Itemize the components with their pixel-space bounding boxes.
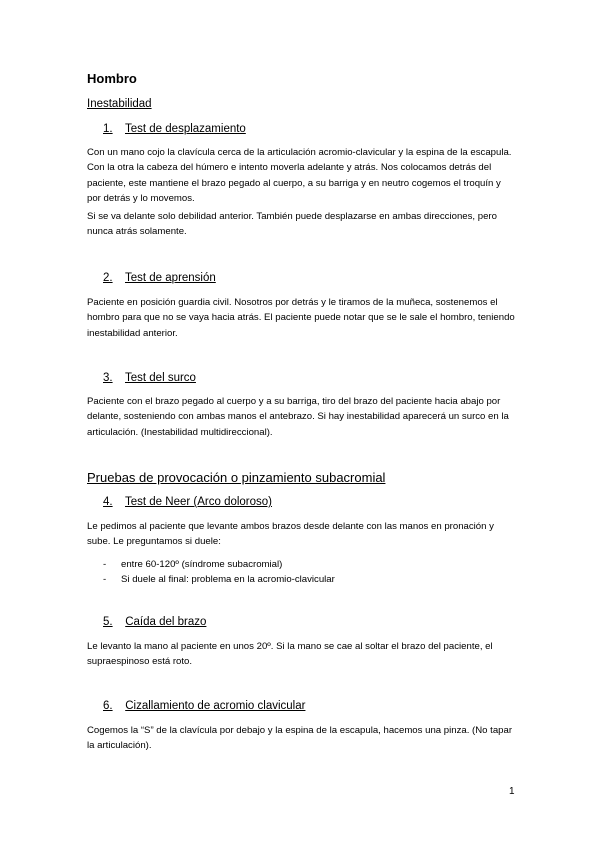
section-heading-1 — [103, 123, 246, 135]
section-heading-provocacion: Pruebas de provocación o pinzamiento subacromial — [87, 470, 386, 485]
section-number: 5. — [103, 616, 113, 628]
paragraph: Con un mano cojo la clavícula cerca de la articulación acromio-clavicular y la espina de la escapula. Con la otra la cabeza del húmero e intento moverla adelante y atrás. Nos colocamos detrás del paciente, este mantiene el brazo pegado al cuerpo, a su barriga y en neutro cogemos el troquín y por detrás y lo movemos. — [87, 147, 512, 205]
section-label: Test del surco — [125, 372, 196, 384]
bullet-text: entre 60-120º (síndrome subacromial) — [121, 559, 283, 570]
subtitle-inestabilidad: Inestabilidad — [87, 98, 152, 110]
section-number: 2. — [103, 272, 113, 284]
paragraph: Le levanto la mano al paciente en unos 20º. Si la mano se cae al soltar el brazo del paciente, el supraespinoso está roto. — [87, 641, 493, 668]
section-label: Cizallamiento de acromio clavicular — [125, 700, 306, 712]
section-number: 3. — [103, 372, 113, 384]
section-number: 1. — [103, 123, 113, 135]
paragraph: Paciente con el brazo pegado al cuerpo y a su barriga, tiro del brazo del paciente hacia abajo por delante, sosteniendo con ambas manos el antebrazo. Si hay inestabilidad aparecerá un surco en la articulación. (Inestabilidad multidireccional). — [87, 396, 509, 438]
page-title: Hombro — [87, 71, 137, 86]
bullet-dash: - — [103, 574, 107, 585]
section-heading-3 — [103, 372, 196, 384]
section-label: Test de aprensión — [125, 272, 216, 284]
bullet-item — [103, 557, 282, 572]
section-label: Caída del brazo — [125, 616, 207, 628]
section-label: Test de desplazamiento — [125, 123, 246, 135]
section-label: Test de Neer (Arco doloroso) — [125, 496, 273, 508]
section-heading-2 — [103, 272, 216, 284]
page-number: 1 — [509, 786, 515, 797]
bullet-dash: - — [103, 559, 107, 570]
paragraph: Paciente en posición guardia civil. Nosotros por detrás y le tiramos de la muñeca, sostenemos el hombro para que no se vaya hacia atrás. El paciente puede notar que se le sale el hombro, teniendo inestabilidad anterior. — [87, 297, 515, 339]
paragraph: Le pedimos al paciente que levante ambos brazos desde delante con las manos en pronación y sube. Le preguntamos si duele: — [87, 521, 494, 548]
paragraph: Cogemos la “S” de la clavícula por debajo y la espina de la escapula, hacemos una pinza. (No tapar la articulación). — [87, 725, 513, 752]
section-heading-4 — [103, 496, 272, 508]
bullet-text: Si duele al final: problema en la acromio-clavicular — [121, 574, 335, 585]
section-heading-6 — [103, 700, 305, 712]
section-heading-5 — [103, 616, 206, 628]
section-number: 4. — [103, 496, 113, 508]
paragraph: Si se va delante solo debilidad anterior. También puede desplazarse en ambas direcciones, pero nunca atrás solamente. — [87, 211, 497, 238]
bullet-item — [103, 572, 335, 587]
section-number: 6. — [103, 700, 113, 712]
